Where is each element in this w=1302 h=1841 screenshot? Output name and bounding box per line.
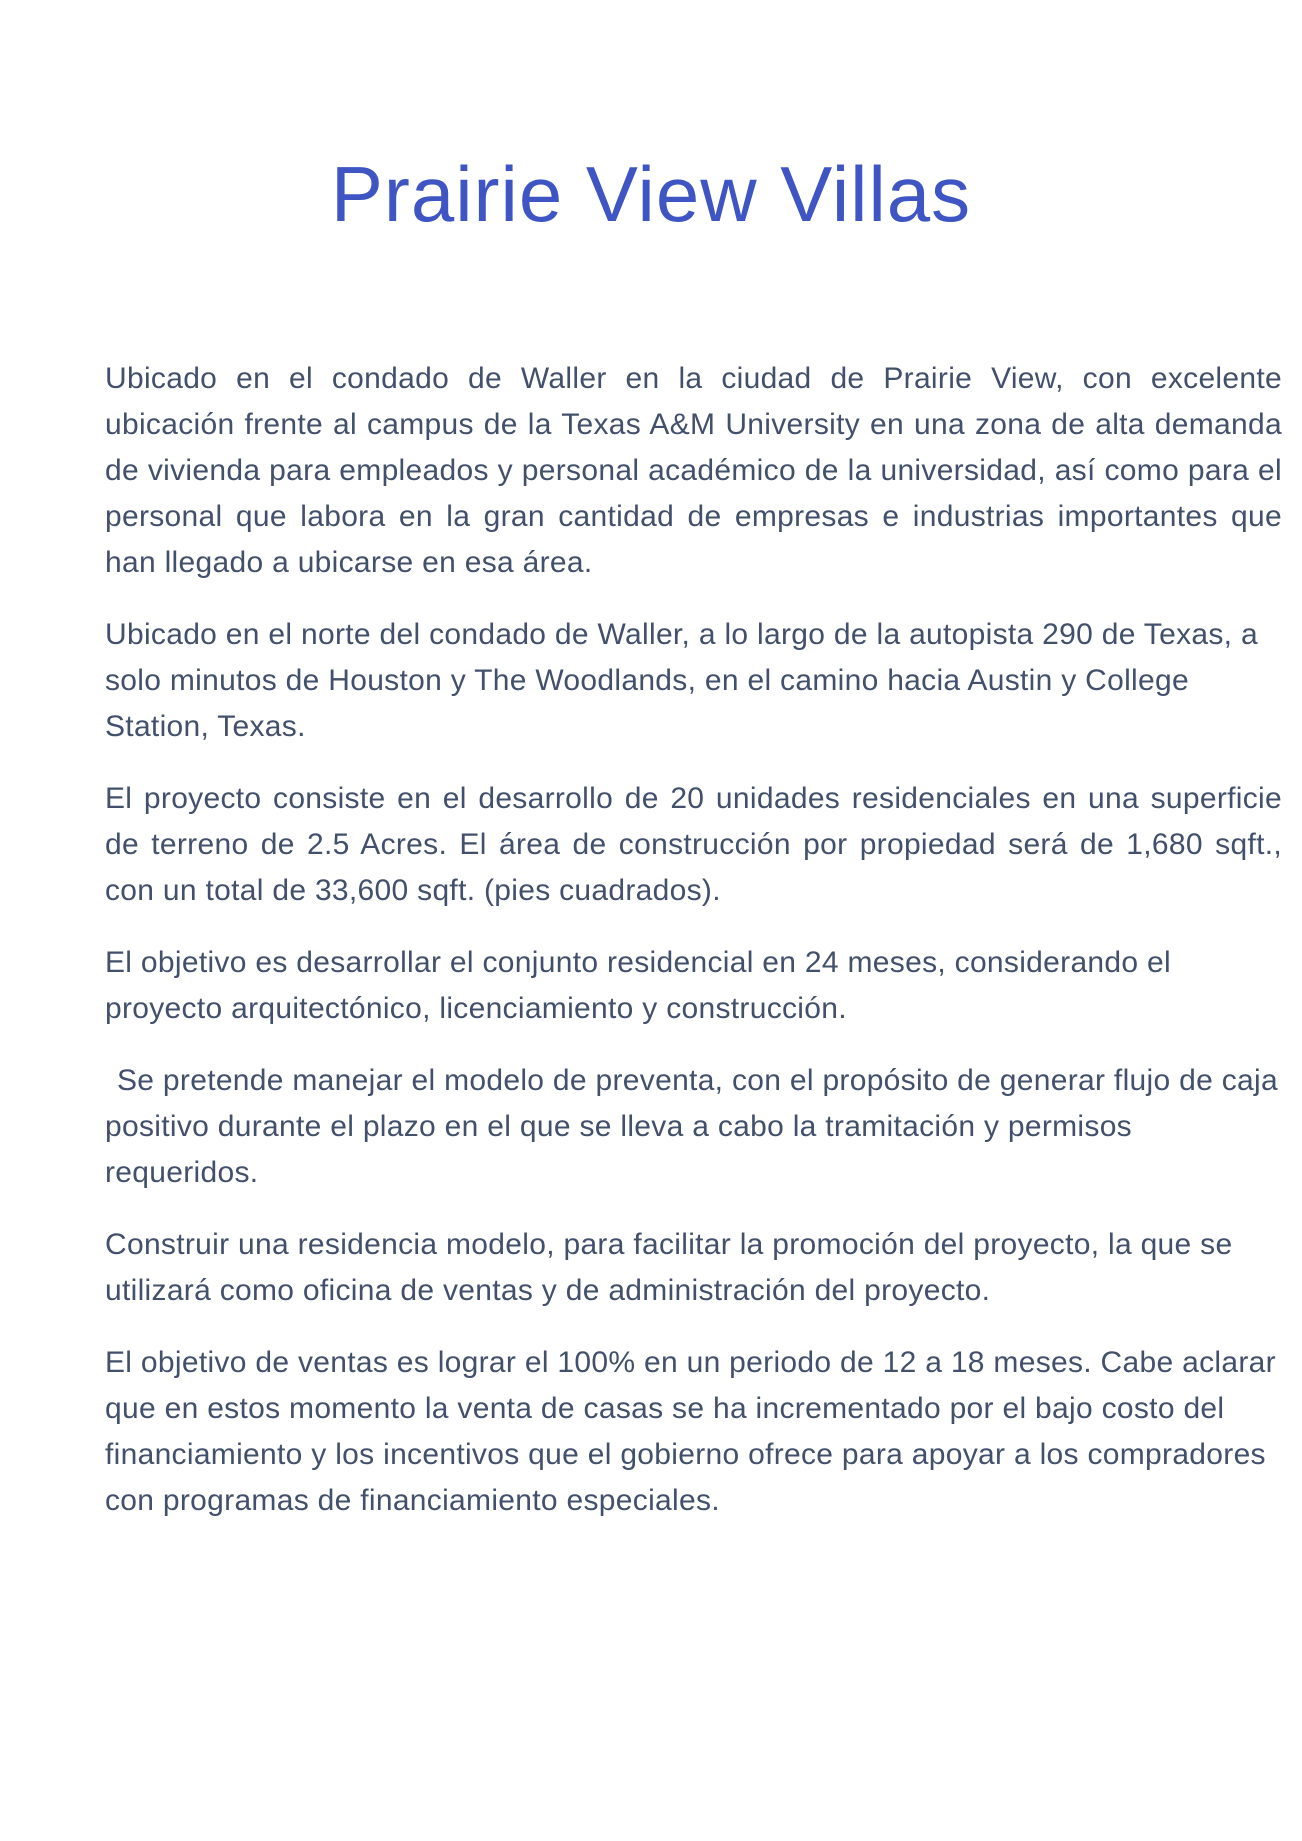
- paragraph-model-residence: Construir una residencia modelo, para facilitar la promoción del proyecto, la que se utilizará como oficina de ventas y de administración del proyecto.: [105, 1227, 1233, 1307]
- page-title: Prairie View Villas: [330, 150, 972, 238]
- paragraph-presale-model: Se pretende manejar el modelo de preventa, con el propósito de generar flujo de caja positivo durante el plazo en el que se lleva a cabo la tramitación y permisos requeridos.: [105, 1063, 1278, 1189]
- document-body: [0, 356, 1302, 1524]
- paragraph-location-highways: Ubicado en el norte del condado de Waller, a lo largo de la autopista 290 de Texas, a solo minutos de Houston y The Woodlands, en el camino hacia Austin y College Station, Texas.: [105, 617, 1258, 743]
- paragraph-project-units: El proyecto consiste en el desarrollo de 20 unidades residenciales en una superficie de terreno de 2.5 Acres. El área de construcción por propiedad será de 1,680 sqft., con un total de 33,600 sqft. (pies cuadrados).: [105, 781, 1282, 907]
- paragraph-timeline: El objetivo es desarrollar el conjunto residencial en 24 meses, considerando el proyecto arquitectónico, licenciamiento y construcción.: [105, 945, 1171, 1025]
- paragraph-location-overview: Ubicado en el condado de Waller en la ciudad de Prairie View, con excelente ubicación frente al campus de la Texas A&M University en una zona de alta demanda de vivienda para empleados y personal académico de la universidad, así como para el personal que labora en la gran cantidad de empresas e industrias importantes que han llegado a ubicarse en esa área.: [105, 361, 1282, 579]
- paragraph-sales-goal: El objetivo de ventas es lograr el 100% en un periodo de 12 a 18 meses. Cabe aclarar que en estos momento la venta de casas se ha incrementado por el bajo costo del financiamiento y los incentivos que el gobierno ofrece para apoyar a los compradores con programas de financiamiento especiales.: [105, 1345, 1276, 1517]
